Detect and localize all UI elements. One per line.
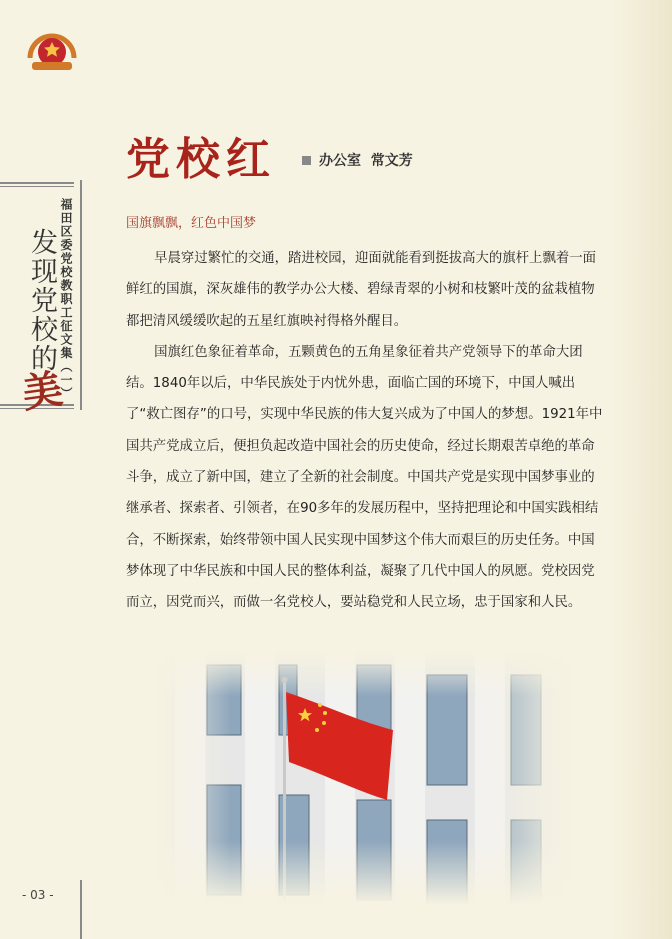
author: 办公室 常文芳 [319,153,413,169]
page-edge-shade [612,0,672,939]
photo-fade-overlay [155,650,575,905]
collection-title: 发现党校的 [26,228,57,373]
paragraph: 国旗红色象征着革命，五颗黄色的五角星象征着共产党领导下的革命大团结。1840年以后，中华民族处于内忧外患，面临亡国的环境下，中国人喊出了“救亡图存”的口号，实现中华民族的伟大复兴成为了中国人的梦想。1921年中国共产党成立后，便担负起改造中国社会的历史使命，经过长期艰苦卓绝的革命斗争，成立了新中国，建立了全新的社会制度。中国共产党是实现中国梦事业的继承者、探索者、引领者，在90多年的发展历程中，坚持把理论和中国实践相结合，不断探索，始终带领中国人民实现中国梦这个伟大而艰巨的历史任务。中国梦体现了中华民族和中国人民的整体利益，凝聚了几代中国人的夙愿。党校因党而立，因党而兴，而做一名党校人，要站稳党和人民立场，忠于国家和人民。 [126,344,603,611]
square-bullet-icon [302,156,311,165]
article-body [126,243,604,619]
section-heading: 国旗飘飘，红色中国梦 [126,216,257,231]
series-title: 福田区委党校教职工征文集（一） [59,198,73,401]
party-school-logo [24,28,80,72]
paragraph: 早晨穿过繁忙的交通，踏进校园，迎面就能看到挺拔高大的旗杆上飘着一面鲜红的国旗，深灰雄伟的教学办公大楼、碧绿青翠的小树和枝繁叶茂的盆栽植物都把清风缓缓吹起的五星红旗映衬得格外醒目。 [126,251,597,329]
article-title: 党校红 [126,134,276,185]
byline [302,150,413,170]
footer-vertical-rule [80,880,82,939]
sidebar-rule-top-thin [0,186,74,187]
flag-photo [155,650,575,905]
sidebar-rule-top [0,182,74,184]
page-number: - 03 - [22,888,54,902]
sidebar-vertical-rule [80,180,82,410]
collection-title-calligraphy: 美 [19,365,66,418]
